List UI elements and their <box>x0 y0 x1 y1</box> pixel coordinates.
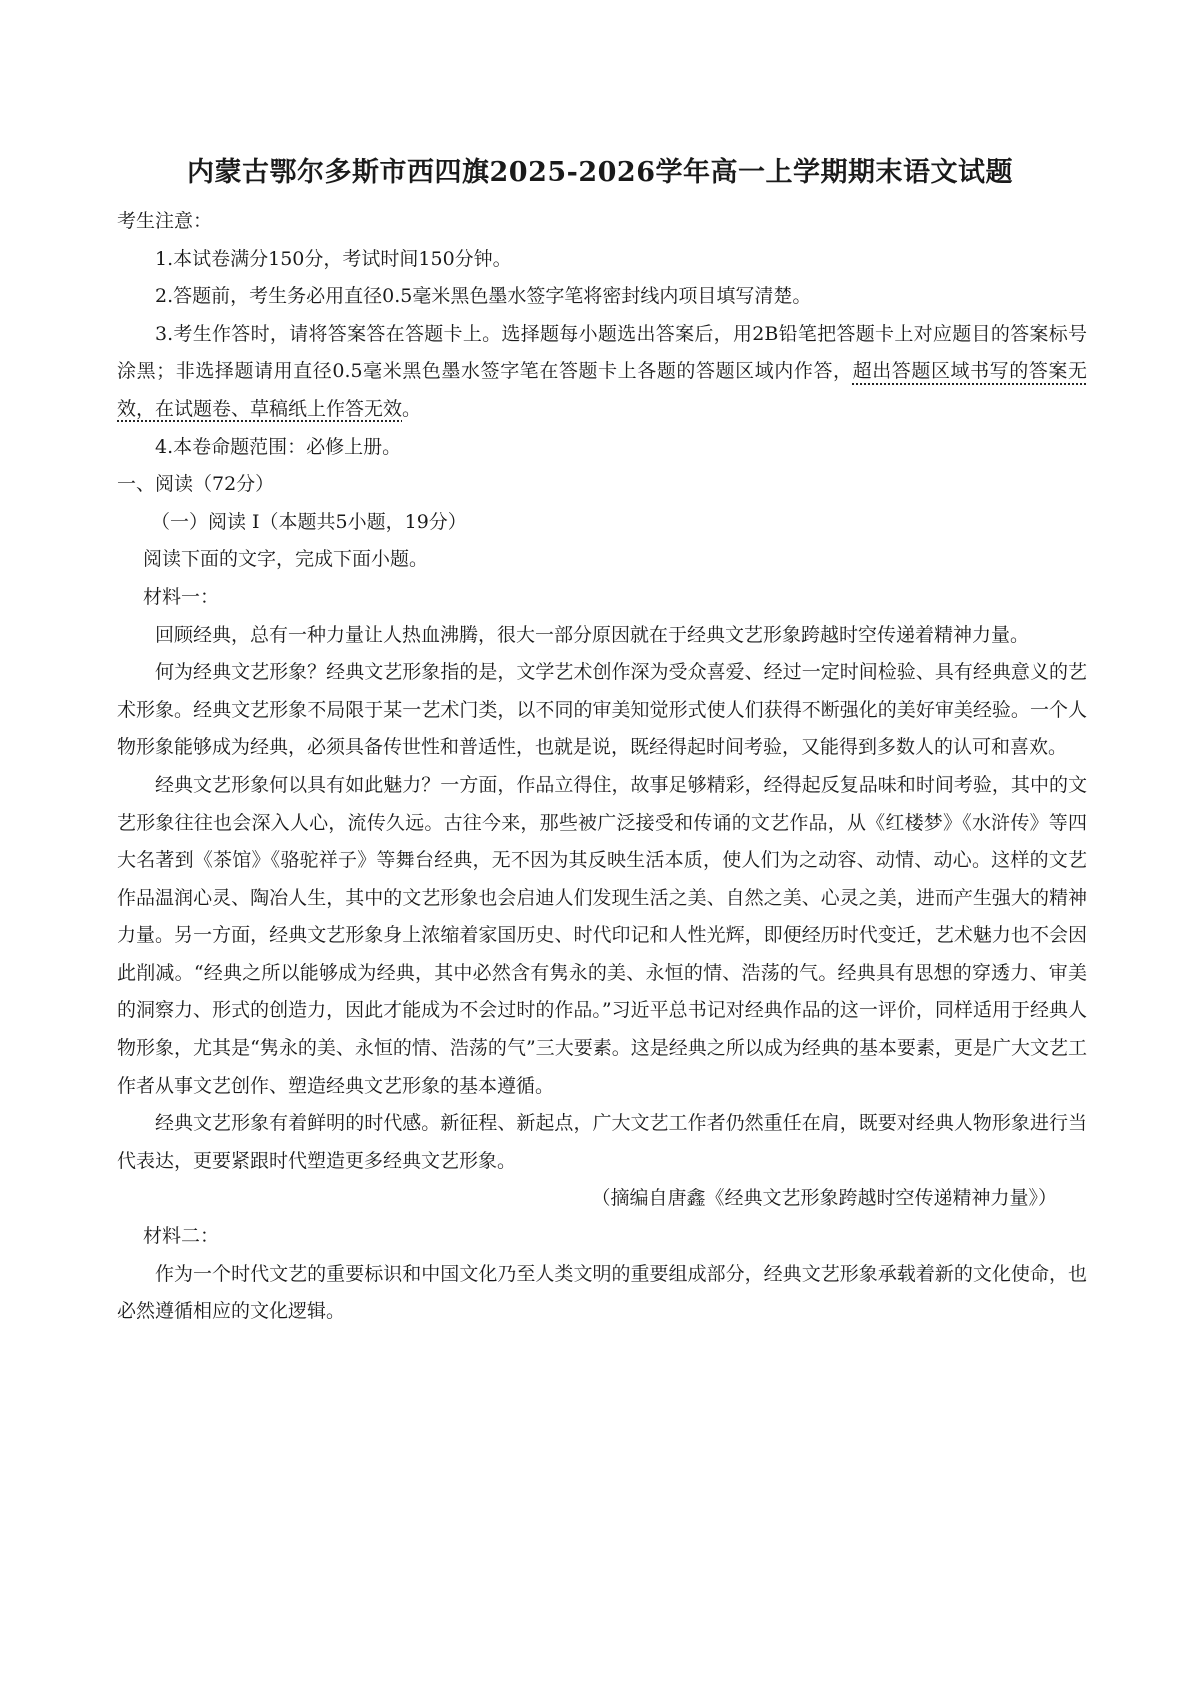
notice-item-1: 1.本试卷满分150分，考试时间150分钟。 <box>155 247 512 270</box>
material-1-paragraph: 经典文艺形象有着鲜明的时代感。新征程、新起点，广大文艺工作者仍然重任在肩，既要对经典人物形象进行当代表达，更要紧跟时代塑造更多经典文艺形象。 <box>117 1112 1087 1172</box>
page-title: 内蒙古鄂尔多斯市西四旗2025-2026学年高一上学期期末语文试题 <box>187 157 1013 188</box>
notice-item-3 <box>117 316 1087 429</box>
material-1-paragraph: 何为经典文艺形象？经典文艺形象指的是，文学艺术创作深为受众喜爱、经过一定时间检验、具有经典意义的艺术形象。经典文艺形象不局限于某一艺术门类，以不同的审美知觉形式使人们获得不断强化的美好审美经验。一个人物形象能够成为经典，必须具备传世性和普适性，也就是说，既经得起时间考验，又能得到多数人的认可和喜欢。 <box>117 661 1087 759</box>
notice-item-3-end: 。 <box>402 397 422 420</box>
notice-item-4: 4.本卷命题范围：必修上册。 <box>155 435 402 458</box>
exam-content <box>117 203 1087 1331</box>
reading-instruction: 阅读下面的文字，完成下面小题。 <box>143 548 429 571</box>
material-1-source: （摘编自唐鑫《经典文艺形象跨越时空传递精神力量》） <box>591 1187 1057 1210</box>
notice-item-2: 2.答题前，考生务必用直径0.5毫米黑色墨水签字笔将密封线内项目填写清楚。 <box>155 285 812 308</box>
notice-item-3-emphasis: 超出答题区域书写的答案无效，在试题卷、草稿纸上作答无效 <box>117 360 1087 420</box>
section-heading: 一、阅读（72分） <box>117 473 275 496</box>
material-1-paragraph: 经典文艺形象何以具有如此魅力？一方面，作品立得住，故事足够精彩，经得起反复品味和时间考验，其中的文艺形象往往也会深入人心，流传久远。古往今来，那些被广泛接受和传诵的文艺作品，从《红楼梦》《水浒传》等四大名著到《茶馆》《骆驼祥子》等舞台经典，无不因为其反映生活本质，使人们为之动容、动情、动心。这样的文艺作品温润心灵、陶冶人生，其中的文艺形象也会启迪人们发现生活之美、自然之美、心灵之美，进而产生强大的精神力量。另一方面，经典文艺形象身上浓缩着家国历史、时代印记和人性光辉，即便经历时代变迁，艺术魅力也不会因此削减。“经典之所以能够成为经典，其中必然含有隽永的美、永恒的情、浩荡的气。经典具有思想的穿透力、审美的洞察力、形式的创造力，因此才能成为不会过时的作品。”习近平总书记对经典作品的这一评价，同样适用于经典人物形象，尤其是“隽永的美、永恒的情、浩荡的气”三大要素。这是经典之所以成为经典的基本要素，更是广大文艺工作者从事文艺创作、塑造经典文艺形象的基本遵循。 <box>117 773 1087 1097</box>
notice-item-3-text: 3.考生作答时，请将答案答在答题卡上。选择题每小题选出答案后，用2B铅笔把答题卡上对应题目的答案标号涂黑；非选择题请用直径0.5毫米黑色墨水签字笔在答题卡上各题的答题区域内作答， <box>117 322 1087 383</box>
notice-heading: 考生注意： <box>117 210 213 232</box>
material-1-label: 材料一： <box>143 585 220 608</box>
material-2-paragraph: 作为一个时代文艺的重要标识和中国文化乃至人类文明的重要组成部分，经典文艺形象承载着新的文化使命，也必然遵循相应的文化逻辑。 <box>117 1262 1087 1323</box>
material-1-paragraph: 回顾经典，总有一种力量让人热血沸腾，很大一部分原因就在于经典文艺形象跨越时空传递着精神力量。 <box>155 623 1030 646</box>
subsection-heading: （一）阅读 I（本题共5小题，19分） <box>151 510 467 533</box>
material-2-label: 材料二： <box>143 1225 220 1248</box>
